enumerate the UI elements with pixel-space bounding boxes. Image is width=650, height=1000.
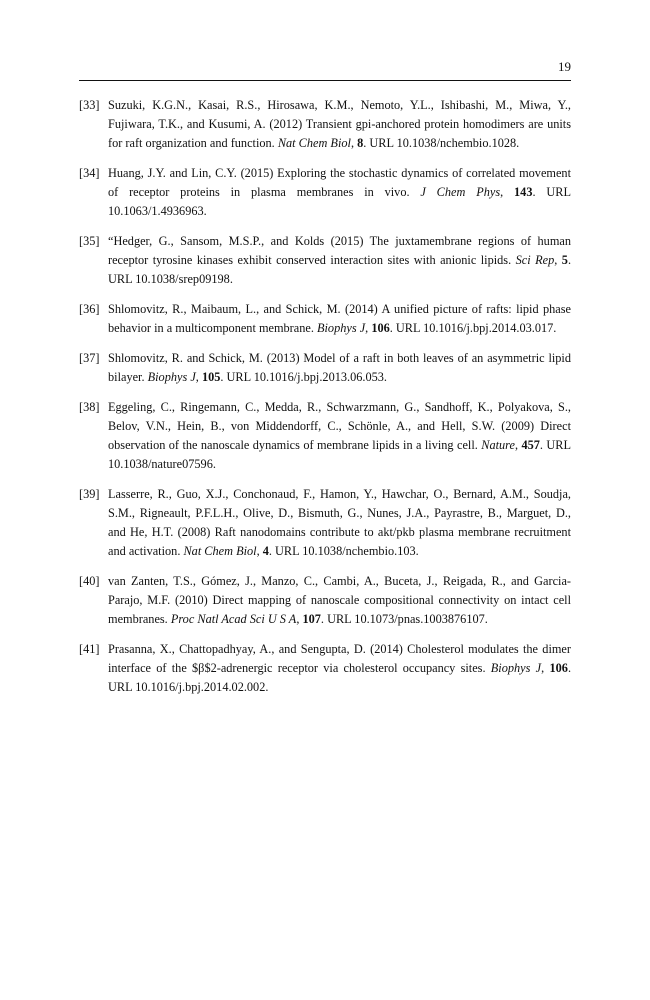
reference-volume: 143	[514, 185, 533, 199]
reference-volume: 107	[302, 612, 321, 626]
reference-text: Suzuki, K.G.N., Kasai, R.S., Hirosawa, K.M., Nemoto, Y.L., Ishibashi, M., Miwa, Y., Fujiwara, T.K., and Kusumi, A. (2012) Transient gpi-anchored protein homodimers are units for raft organization and function. Nat Chem Biol, 8. URL 10.1038/nchembio.1028.	[108, 98, 571, 150]
reference-volume: 106	[549, 661, 568, 675]
reference-url: URL 10.1038/nchembio.103.	[275, 544, 419, 558]
reference-volume: 105	[201, 370, 221, 384]
reference-url: URL 10.1038/nchembio.1028.	[369, 136, 520, 150]
reference-journal: Sci Rep	[515, 253, 555, 267]
reference-url: URL 10.1063/1.4936963.	[108, 185, 571, 218]
reference-volume: 8	[357, 136, 364, 150]
reference-url: URL 10.1073/pnas.1003876107.	[327, 612, 488, 626]
reference-number: [39]	[79, 487, 100, 501]
reference-journal: Biophys J	[147, 370, 196, 384]
reference-url: URL 10.1016/j.bpj.2014.03.017.	[395, 321, 557, 335]
page-number: 19	[558, 59, 571, 74]
reference-url: URL 10.1016/j.bpj.2014.02.002.	[108, 680, 269, 694]
reference-citation: Shlomovitz, R. and Schick, M. (2013) Model of a raft in both leaves of an asymmetric lipid bilayer.	[108, 351, 571, 384]
reference-citation: Lasserre, R., Guo, X.J., Conchonaud, F., Hamon, Y., Hawchar, O., Bernard, A.M., Soudja, S.M., Rigneault, P.F.L.H., Olive, D., Bismuth, G., Nunes, J.A., Payrastre, B., Marguet, D., and He, H.T. (2008) Raft nanodomains contribute to akt/pkb plasma membrane recruitment and activation.	[108, 487, 571, 558]
reference-journal: J Chem Phys	[420, 185, 501, 199]
reference-url: URL 10.1038/nature07596.	[108, 438, 572, 471]
reference-journal: Proc Natl Acad Sci U S A	[170, 612, 297, 626]
reference-journal: Nat Chem Biol	[277, 136, 351, 150]
reference-citation: Suzuki, K.G.N., Kasai, R.S., Hirosawa, K.M., Nemoto, Y.L., Ishibashi, M., Miwa, Y., Fujiwara, T.K., and Kusumi, A. (2012) Transient gpi-anchored protein homodimers are units for raft organization and function.	[108, 98, 571, 150]
reference-text: Prasanna, X., Chattopadhyay, A., and Sengupta, D. (2014) Cholesterol modulates the dimer interface of the $β$2-adrenergic receptor via cholesterol occupancy sites. Biophys J, 106. URL 10.1016/j.bpj.2014.02.002.	[108, 642, 572, 694]
reference-volume: 4	[262, 544, 269, 558]
reference-item	[79, 485, 571, 561]
reference-item	[79, 164, 571, 221]
reference-number: [33]	[79, 98, 100, 112]
header-rule	[79, 80, 571, 81]
reference-citation: Huang, J.Y. and Lin, C.Y. (2015) Exploring the stochastic dynamics of correlated movement of receptor proteins in plasma membranes in vivo.	[108, 166, 571, 199]
reference-text: van Zanten, T.S., Gómez, J., Manzo, C., Cambi, A., Buceta, J., Reigada, R., and Garcia-Parajo, M.F. (2010) Direct mapping of nanoscale compositional connectivity on intact cell membranes. Proc Natl Acad Sci U S A, 107. URL 10.1073/pnas.1003876107.	[108, 574, 571, 626]
reference-item	[79, 96, 571, 153]
reference-journal: Nature	[481, 438, 515, 452]
reference-citation: van Zanten, T.S., Gómez, J., Manzo, C., Cambi, A., Buceta, J., Reigada, R., and Garcia-Parajo, M.F. (2010) Direct mapping of nanoscale compositional connectivity on intact cell membranes.	[108, 574, 571, 626]
reference-journal: Biophys J	[490, 661, 542, 675]
reference-journal: Biophys J	[317, 321, 366, 335]
reference-item	[79, 232, 571, 289]
reference-number: [41]	[79, 642, 100, 656]
reference-url: URL 10.1038/srep09198.	[108, 272, 233, 286]
reference-number: [37]	[79, 351, 100, 365]
reference-item	[79, 300, 571, 338]
reference-text: Eggeling, C., Ringemann, C., Medda, R., Schwarzmann, G., Sandhoff, K., Polyakova, S., Belov, V.N., Hein, B., von Middendorff, C., Schönle, A., and Hell, S.W. (2009) Direct observation of the nanoscale dynamics of membrane lipids in a living cell. Nature, 457. URL 10.1038/nature07596.	[108, 400, 572, 471]
reference-item	[79, 572, 571, 629]
reference-citation: Eggeling, C., Ringemann, C., Medda, R., Schwarzmann, G., Sandhoff, K., Polyakova, S., Belov, V.N., Hein, B., von Middendorff, C., Schönle, A., and Hell, S.W. (2009) Direct observation of the nanoscale dynamics of membrane lipids in a living cell.	[108, 400, 571, 452]
reference-number: [36]	[79, 302, 100, 316]
reference-volume: 457	[521, 438, 540, 452]
reference-journal: Nat Chem Biol	[183, 544, 257, 558]
reference-volume: 106	[371, 321, 390, 335]
reference-citation: Shlomovitz, R., Maibaum, L., and Schick, M. (2014) A unified picture of rafts: lipid phase behavior in a multicomponent membrane.	[108, 302, 571, 335]
reference-list	[79, 96, 571, 708]
reference-volume: 5	[561, 253, 568, 267]
reference-number: [40]	[79, 574, 100, 588]
reference-text: Shlomovitz, R., Maibaum, L., and Schick, M. (2014) A unified picture of rafts: lipid phase behavior in a multicomponent membrane. Biophys J, 106. URL 10.1016/j.bpj.2014.03.017.	[108, 302, 571, 335]
reference-citation: Prasanna, X., Chattopadhyay, A., and Sengupta, D. (2014) Cholesterol modulates the dimer interface of the $β$2-adrenergic receptor via cholesterol occupancy sites.	[108, 642, 571, 675]
reference-citation: “Hedger, G., Sansom, M.S.P., and Kolds (2015) The juxtamembrane regions of human receptor tyrosine kinases exhibit conserved interaction sites with anionic lipids.	[108, 234, 571, 267]
reference-item	[79, 640, 571, 697]
reference-number: [34]	[79, 166, 100, 180]
reference-text: Lasserre, R., Guo, X.J., Conchonaud, F., Hamon, Y., Hawchar, O., Bernard, A.M., Soudja, S.M., Rigneault, P.F.L.H., Olive, D., Bismuth, G., Nunes, J.A., Payrastre, B., Marguet, D., and He, H.T. (2008) Raft nanodomains contribute to akt/pkb plasma membrane recruitment and activation. Nat Chem Biol, 4. URL 10.1038/nchembio.103.	[108, 487, 571, 558]
reference-url: URL 10.1016/j.bpj.2013.06.053.	[226, 370, 387, 384]
reference-item	[79, 398, 571, 474]
reference-text: Shlomovitz, R. and Schick, M. (2013) Model of a raft in both leaves of an asymmetric lipid bilayer. Biophys J, 105. URL 10.1016/j.bpj.2013.06.053.	[108, 351, 571, 384]
reference-number: [38]	[79, 400, 100, 414]
reference-item	[79, 349, 571, 387]
reference-number: [35]	[79, 234, 100, 248]
reference-text: Huang, J.Y. and Lin, C.Y. (2015) Exploring the stochastic dynamics of correlated movement of receptor proteins in plasma membranes in vivo. J Chem Phys, 143. URL 10.1063/1.4936963.	[108, 166, 571, 218]
reference-text: “Hedger, G., Sansom, M.S.P., and Kolds (2015) The juxtamembrane regions of human receptor tyrosine kinases exhibit conserved interaction sites with anionic lipids. Sci Rep, 5. URL 10.1038/srep09198.	[108, 234, 572, 286]
